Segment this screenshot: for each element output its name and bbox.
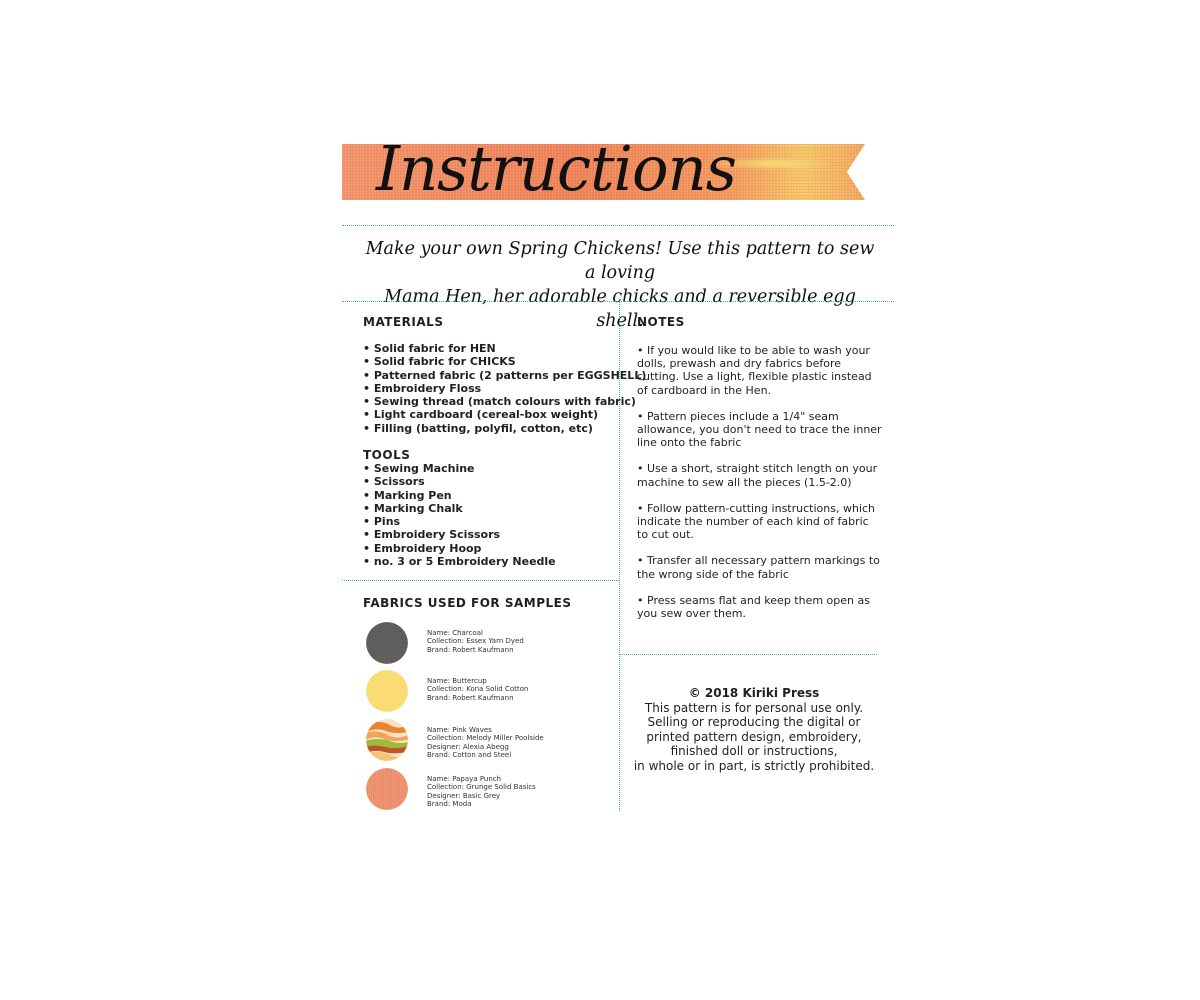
copyright-line: in whole or in part, is strictly prohibited. xyxy=(633,758,875,773)
tools-item: • Marking Pen xyxy=(363,489,556,502)
materials-item: • Patterned fabric (2 patterns per EGGSHELL) xyxy=(363,369,646,382)
fabric-meta xyxy=(427,775,536,809)
copyright-line: printed pattern design, embroidery, xyxy=(646,729,862,744)
copyright-block xyxy=(628,686,880,773)
fabric-collection: Collection: Grunge Solid Basics xyxy=(427,783,536,792)
materials-item: • Filling (batting, polyfil, cotton, etc) xyxy=(363,422,646,435)
note-item: • Pattern pieces include a 1/4" seam allowance, you don't need to trace the inner line onto the fabric xyxy=(637,410,882,450)
fabric-meta xyxy=(427,629,524,654)
fabric-name: Name: Buttercup xyxy=(427,677,487,685)
materials-heading: MATERIALS xyxy=(363,315,444,329)
intro-line-2: Mama Hen, her adorable chicks and a reversible egg shell. xyxy=(384,287,856,331)
pink-waves-swatch-icon xyxy=(366,719,408,761)
tools-heading: TOOLS xyxy=(363,448,411,462)
fabric-collection: Collection: Essex Yarn Dyed xyxy=(427,637,524,646)
fabric-collection: Collection: Melody Miller Poolside xyxy=(427,734,544,743)
divider-notes xyxy=(619,654,877,655)
tools-list xyxy=(363,462,556,568)
fabric-sample xyxy=(366,622,596,666)
fabric-name: Name: Pink Waves xyxy=(427,726,492,734)
note-item: • Press seams flat and keep them open as you sew over them. xyxy=(637,594,882,620)
note-item: • Use a short, straight stitch length on your machine to sew all the pieces (1.5-2.0) xyxy=(637,462,882,488)
fabrics-heading: FABRICS USED FOR SAMPLES xyxy=(363,596,572,610)
divider-intro xyxy=(342,301,894,302)
note-item: • Follow pattern-cutting instructions, which indicate the number of each kind of fabric to cut out. xyxy=(637,502,882,542)
fabric-brand: Brand: Robert Kaufmann xyxy=(427,693,514,702)
copyright-line: finished doll or instructions, xyxy=(670,744,838,758)
page-title: Instructions xyxy=(376,132,736,205)
note-item: • If you would like to be able to wash your dolls, prewash and dry fabrics before cutting. Use a light, flexible plastic instead of cardboard in the Hen. xyxy=(637,344,882,397)
tools-item: • no. 3 or 5 Embroidery Needle xyxy=(363,555,556,568)
divider-tools xyxy=(342,580,619,581)
materials-item: • Embroidery Floss xyxy=(363,382,646,395)
copyright-line: This pattern is for personal use only. xyxy=(644,700,864,715)
instructions-page xyxy=(342,0,894,1000)
fabric-brand: Brand: Cotton and Steel xyxy=(427,751,512,760)
note-item: • Transfer all necessary pattern markings to the wrong side of the fabric xyxy=(637,554,882,580)
materials-item: • Solid fabric for HEN xyxy=(363,342,646,355)
notes-list xyxy=(637,344,882,633)
fabric-brand: Brand: Moda xyxy=(427,800,472,809)
fabric-brand: Brand: Robert Kaufmann xyxy=(427,645,514,654)
buttercup-swatch-icon xyxy=(366,670,408,712)
materials-item: • Solid fabric for CHICKS xyxy=(363,355,646,368)
tools-item: • Sewing Machine xyxy=(363,462,556,475)
materials-item: • Light cardboard (cereal-box weight) xyxy=(363,408,646,421)
fabric-collection: Collection: Kona Solid Cotton xyxy=(427,685,529,694)
fabric-name: Name: Papaya Punch xyxy=(427,775,502,783)
tools-item: • Scissors xyxy=(363,475,556,488)
notes-heading: NOTES xyxy=(637,315,685,329)
divider-top xyxy=(342,225,894,226)
fabric-sample xyxy=(366,719,596,763)
materials-list xyxy=(363,342,646,435)
fabric-designer: Designer: Alexia Abegg xyxy=(427,742,509,751)
fabric-meta xyxy=(427,677,528,702)
fabric-name: Name: Charcoal xyxy=(427,629,483,637)
charcoal-swatch-icon xyxy=(366,622,408,664)
copyright-line: Selling or reproducing the digital or xyxy=(647,715,861,729)
tools-item: • Pins xyxy=(363,515,556,528)
fabric-designer: Designer: Basic Grey xyxy=(427,791,501,800)
intro-line-1: Make your own Spring Chickens! Use this pattern to sew a loving xyxy=(365,239,875,283)
fabric-meta xyxy=(427,726,544,760)
tools-item: • Embroidery Hoop xyxy=(363,542,556,555)
papaya-punch-swatch-icon xyxy=(366,768,408,810)
tools-item: • Marking Chalk xyxy=(363,502,556,515)
tools-item: • Embroidery Scissors xyxy=(363,528,556,541)
fabric-sample xyxy=(366,768,596,812)
materials-item: • Sewing thread (match colours with fabric) xyxy=(363,395,646,408)
copyright-title: © 2018 Kiriki Press xyxy=(688,686,820,700)
fabric-sample xyxy=(366,670,596,714)
